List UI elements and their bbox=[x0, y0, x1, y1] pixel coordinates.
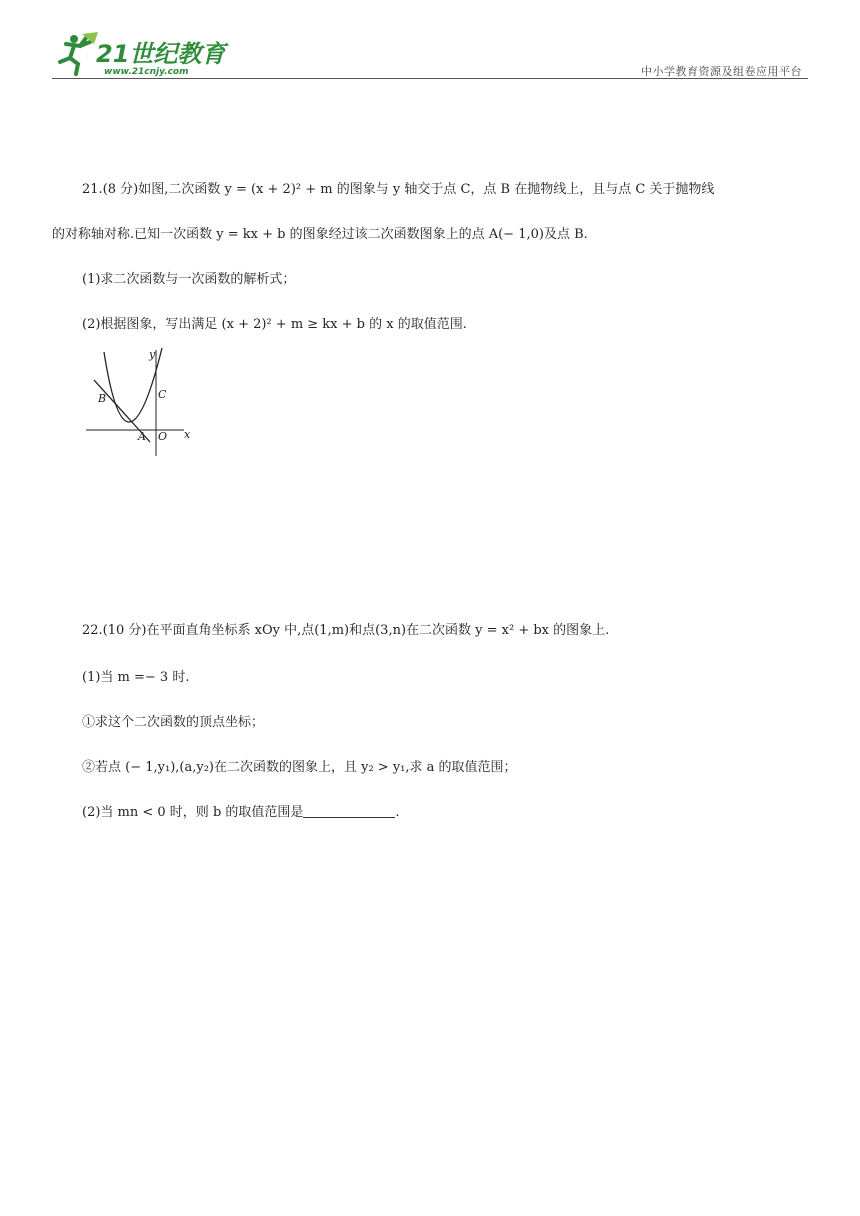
label-o: O bbox=[158, 430, 168, 443]
q22-part2-text: (2)当 mn < 0 时，则 b 的取值范围是 bbox=[82, 805, 304, 820]
logo-text: 21世纪教育 bbox=[96, 40, 226, 68]
label-b: B bbox=[98, 392, 107, 405]
label-a: A bbox=[138, 430, 146, 443]
logo bbox=[52, 30, 242, 78]
answer-blank[interactable] bbox=[303, 804, 395, 818]
logo-url: www.21cnjy.com bbox=[104, 67, 189, 77]
header-tagline: 中小学教育资源及组卷应用平台 bbox=[641, 65, 802, 78]
q21-stem-line2: 的对称轴对称.已知一次函数 y = kx + b 的图象经过该二次函数图象上的点 A(− 1,0)及点 B. bbox=[52, 227, 588, 242]
q22-part2-suffix: . bbox=[395, 805, 400, 820]
q22-sub1: ①求这个二次函数的顶点坐标； bbox=[82, 715, 265, 730]
q22-part1: (1)当 m =− 3 时. bbox=[82, 670, 190, 685]
q21-part2: (2)根据图象，写出满足 (x + 2)² + m ≥ kx + b 的 x 的取值范围. bbox=[82, 317, 467, 332]
label-x: x bbox=[184, 428, 191, 441]
q22-part2 bbox=[82, 804, 400, 822]
label-y: y bbox=[149, 348, 156, 361]
q21-part1: (1)求二次函数与一次函数的解析式； bbox=[82, 272, 296, 287]
q22-stem: 22.(10 分)在平面直角坐标系 xOy 中,点(1,m)和点(3,n)在二次函数 y = x² + bx 的图象上. bbox=[82, 623, 610, 638]
header-divider bbox=[52, 78, 808, 79]
page-header bbox=[52, 30, 808, 80]
label-c: C bbox=[158, 388, 167, 401]
q21-figure bbox=[86, 344, 198, 460]
q21-stem-line1: 21.(8 分)如图,二次函数 y = (x + 2)² + m 的图象与 y 轴交于点 C，点 B 在抛物线上，且与点 C 关于抛物线 bbox=[82, 182, 715, 197]
q22-sub2: ②若点 (− 1,y₁),(a,y₂)在二次函数的图象上，且 y₂ > y₁,求 a 的取值范围； bbox=[82, 760, 517, 775]
